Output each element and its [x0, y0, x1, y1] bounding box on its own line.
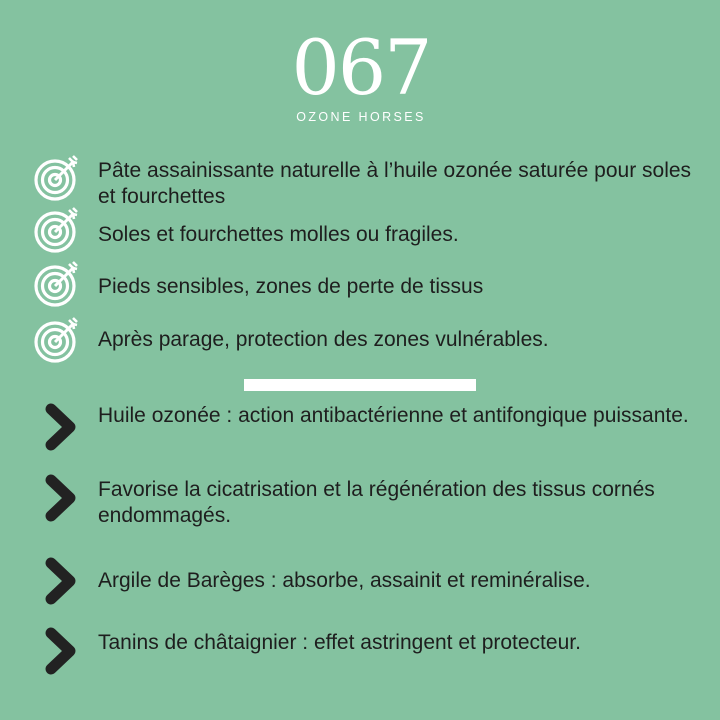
target-arrow-icon: [33, 316, 81, 364]
usage-item-text: Pâte assainissante naturelle à l’huile ozonée saturée pour soles et fourchettes: [98, 159, 692, 208]
benefit-item-text: Argile de Barèges : absorbe, assainit et reminéralise.: [98, 569, 591, 592]
section-divider: [244, 379, 476, 391]
benefit-item-text: Huile ozonée : action antibactérienne et antifongique puissante.: [98, 404, 689, 427]
brand-mark: 067: [291, 23, 431, 112]
target-arrow-icon: [33, 206, 81, 254]
chevron-right-icon: [44, 402, 78, 452]
brand-subtitle: OZONE HORSES: [296, 110, 426, 124]
benefit-item-text: Favorise la cicatrisation et la régénération des tissus cornés endommagés.: [98, 478, 655, 527]
chevron-right-icon: [44, 626, 78, 676]
usage-item-text: Après parage, protection des zones vulnérables.: [98, 328, 549, 351]
brand-logo: [0, 23, 720, 124]
chevron-right-icon: [44, 556, 78, 606]
usage-item-text: Pieds sensibles, zones de perte de tissus: [98, 275, 484, 298]
chevron-right-icon: [44, 473, 78, 523]
target-arrow-icon: [33, 154, 81, 202]
benefit-item-text: Tanins de châtaignier : effet astringent et protecteur.: [98, 631, 581, 654]
target-arrow-icon: [33, 260, 81, 308]
usage-item-text: Soles et fourchettes molles ou fragiles.: [98, 223, 459, 246]
